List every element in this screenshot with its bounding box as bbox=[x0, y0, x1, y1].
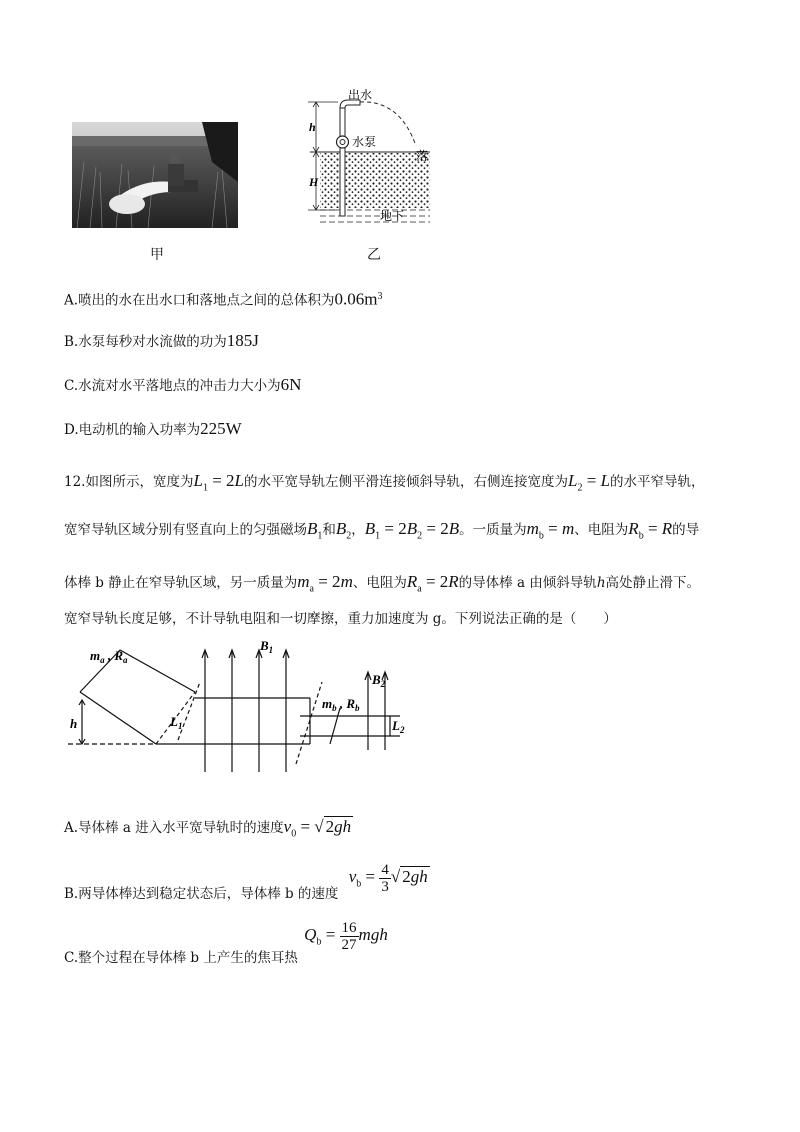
field-b1-arrows bbox=[202, 650, 289, 772]
caption-yi: 乙 bbox=[367, 247, 381, 263]
q12-stem-line4: 宽窄导轨长度足够，不计导轨电阻和一切摩擦，重力加速度为 g。下列说法正确的是（ ） bbox=[64, 611, 617, 627]
rail-diagram bbox=[60, 632, 420, 782]
label-B2: $B_2$ bbox=[372, 672, 386, 689]
pipe bbox=[340, 108, 345, 216]
label-B1: $B_1$ bbox=[260, 638, 274, 655]
label-H: H bbox=[309, 175, 319, 189]
label-h: h bbox=[309, 120, 316, 134]
field-pump-photo bbox=[72, 122, 238, 228]
q12-option-c: C.整个过程在导体棒 b 上产生的焦耳热 $Q_b$ = $\frac{16}{27}$ mgh bbox=[64, 920, 388, 967]
q12-stem-line2: 宽窄导轨区域分别有竖直向上的匀强磁场$B_1$和$B_2$，$B_1 = 2B_2 = 2B$。一质量为$m_b = m$、电阻为$R_b = R$的导 bbox=[64, 519, 700, 542]
pump-icon bbox=[337, 136, 349, 148]
q12-stem-line1: 12.如图所示，宽度为$L_1 = 2L$的水平宽导轨左侧平滑连接倾斜导轨，右侧连接宽度为$L_2 = L$的水平窄导轨， bbox=[64, 471, 705, 494]
q12-stem-line3: 体棒 b 静止在窄导轨区域，另一质量为$m_a = 2m$、电阻为$R_a = 2R$的导体棒 a 由倾斜导轨h高处静止滑下。 bbox=[64, 572, 701, 595]
label-L1: $L_1$ bbox=[170, 714, 183, 731]
label-fall: 落 bbox=[416, 149, 429, 163]
photo-figure-jia bbox=[72, 122, 238, 228]
label-mb-rb: $m_b$ , $R_b$ bbox=[322, 696, 360, 713]
conductor-a bbox=[120, 650, 195, 692]
label-ground: 地下 bbox=[380, 209, 405, 223]
soil-region bbox=[320, 153, 430, 208]
q11-option-a: A.喷出的水在出水口和落地点之间的总体积为$0.06m^3$ bbox=[64, 289, 383, 309]
pump-diagram-yi bbox=[300, 86, 440, 236]
q11-option-d: D.电动机的输入功率为225W bbox=[64, 419, 242, 438]
label-h-diagram: h bbox=[70, 716, 78, 731]
conductor-b bbox=[330, 708, 340, 744]
incline-rail-lower bbox=[80, 692, 156, 744]
caption-jia: 甲 bbox=[150, 247, 164, 263]
q12-option-b: B.两导体棒达到稳定状态后，导体棒 b 的速度 $v_b$ = $\frac{4}{3}$ √ 2gh bbox=[64, 862, 428, 903]
q11-option-b: B.水泵每秒对水流做的功为185J bbox=[64, 331, 259, 350]
label-ma-ra: $m_a$ , $R_a$ bbox=[90, 648, 128, 665]
label-out: 出水 bbox=[348, 88, 373, 102]
q12-option-a: A.导体棒 a 进入水平宽导轨时的速度$v_0$ = √ 2gh bbox=[64, 817, 352, 840]
label-L2: $L_2$ bbox=[392, 718, 405, 735]
q11-option-c: C.水流对水平落地点的冲击力大小为6N bbox=[64, 375, 302, 394]
groundwater-lines bbox=[320, 210, 430, 222]
label-pump: 水泵 bbox=[352, 135, 377, 149]
